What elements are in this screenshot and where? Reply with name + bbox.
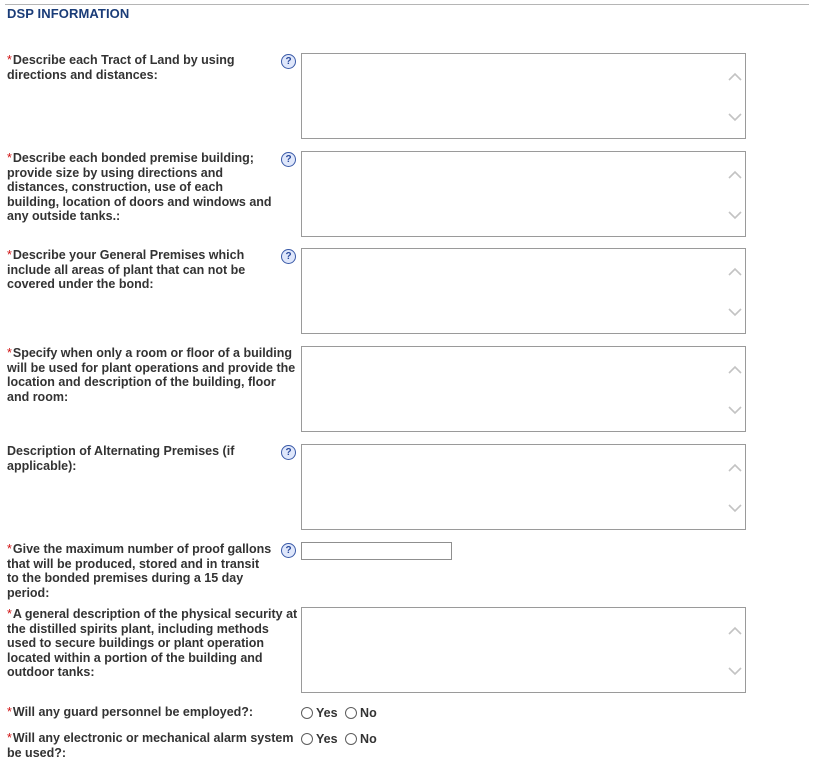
alarm-system-radio-group bbox=[301, 732, 381, 746]
chevron-down-icon[interactable] bbox=[728, 405, 742, 415]
alarm-system-yes-option[interactable]: Yes bbox=[301, 732, 338, 746]
chevron-up-icon[interactable] bbox=[728, 626, 742, 636]
field-label: *A general description of the physical security at the distilled spirits plant, including methods used to secure buildings or plant operation located within a portion of the building and outdoor tanks: bbox=[7, 607, 298, 680]
field-label: *Will any electronic or mechanical alarm system be used?: bbox=[7, 731, 294, 760]
help-question-icon[interactable]: ? bbox=[281, 54, 296, 69]
field-label: *Describe your General Premises which include all areas of plant that can not be covered under the bond: bbox=[7, 248, 246, 292]
chevron-down-icon[interactable] bbox=[728, 307, 742, 317]
guard-personnel-yes-option[interactable]: Yes bbox=[301, 706, 338, 720]
alternating-premises-textarea[interactable] bbox=[301, 444, 746, 530]
required-mark: * bbox=[7, 607, 12, 621]
help-question-icon[interactable]: ? bbox=[281, 249, 296, 264]
chevron-up-icon[interactable] bbox=[728, 267, 742, 277]
chevron-down-icon[interactable] bbox=[728, 503, 742, 513]
required-mark: * bbox=[7, 151, 12, 165]
section-title: DSP INFORMATION bbox=[7, 6, 130, 21]
radio-button[interactable] bbox=[345, 707, 357, 719]
field-label: *Describe each Tract of Land by using directions and distances: bbox=[7, 53, 235, 82]
general-premises-textarea[interactable] bbox=[301, 248, 746, 334]
guard-personnel-no-option[interactable]: No bbox=[345, 706, 377, 720]
required-mark: * bbox=[7, 731, 12, 745]
radio-button[interactable] bbox=[301, 707, 313, 719]
field-label: *Give the maximum number of proof gallons that will be produced, stored and in transit to the bonded premises during a 15 day period: bbox=[7, 542, 272, 600]
chevron-down-icon[interactable] bbox=[728, 210, 742, 220]
field-label: Description of Alternating Premises (if applicable): bbox=[7, 444, 235, 473]
chevron-up-icon[interactable] bbox=[728, 365, 742, 375]
required-mark: * bbox=[7, 542, 12, 556]
chevron-up-icon[interactable] bbox=[728, 463, 742, 473]
required-mark: * bbox=[7, 53, 12, 67]
bonded-premise-textarea[interactable] bbox=[301, 151, 746, 237]
field-label: *Will any guard personnel be employed?: bbox=[7, 705, 254, 719]
tract-of-land-textarea[interactable] bbox=[301, 53, 746, 139]
help-question-icon[interactable]: ? bbox=[281, 543, 296, 558]
required-mark: * bbox=[7, 346, 12, 360]
radio-button[interactable] bbox=[301, 733, 313, 745]
chevron-up-icon[interactable] bbox=[728, 170, 742, 180]
radio-button[interactable] bbox=[345, 733, 357, 745]
field-label: *Describe each bonded premise building; provide size by using directions and distances, construction, use of each building, location of doors and windows and any outside tanks.: bbox=[7, 151, 272, 224]
help-question-icon[interactable]: ? bbox=[281, 152, 296, 167]
room-or-floor-textarea[interactable] bbox=[301, 346, 746, 432]
chevron-down-icon[interactable] bbox=[728, 666, 742, 676]
physical-security-textarea[interactable] bbox=[301, 607, 746, 693]
field-label: *Specify when only a room or floor of a building will be used for plant operations and provide the location and description of the building, floor and room: bbox=[7, 346, 296, 404]
required-mark: * bbox=[7, 248, 12, 262]
proof-gallons-input[interactable] bbox=[301, 542, 452, 560]
guard-personnel-radio-group bbox=[301, 706, 381, 720]
alarm-system-no-option[interactable]: No bbox=[345, 732, 377, 746]
required-mark: * bbox=[7, 705, 12, 719]
chevron-down-icon[interactable] bbox=[728, 112, 742, 122]
help-question-icon[interactable]: ? bbox=[281, 445, 296, 460]
top-divider bbox=[5, 4, 809, 5]
chevron-up-icon[interactable] bbox=[728, 72, 742, 82]
